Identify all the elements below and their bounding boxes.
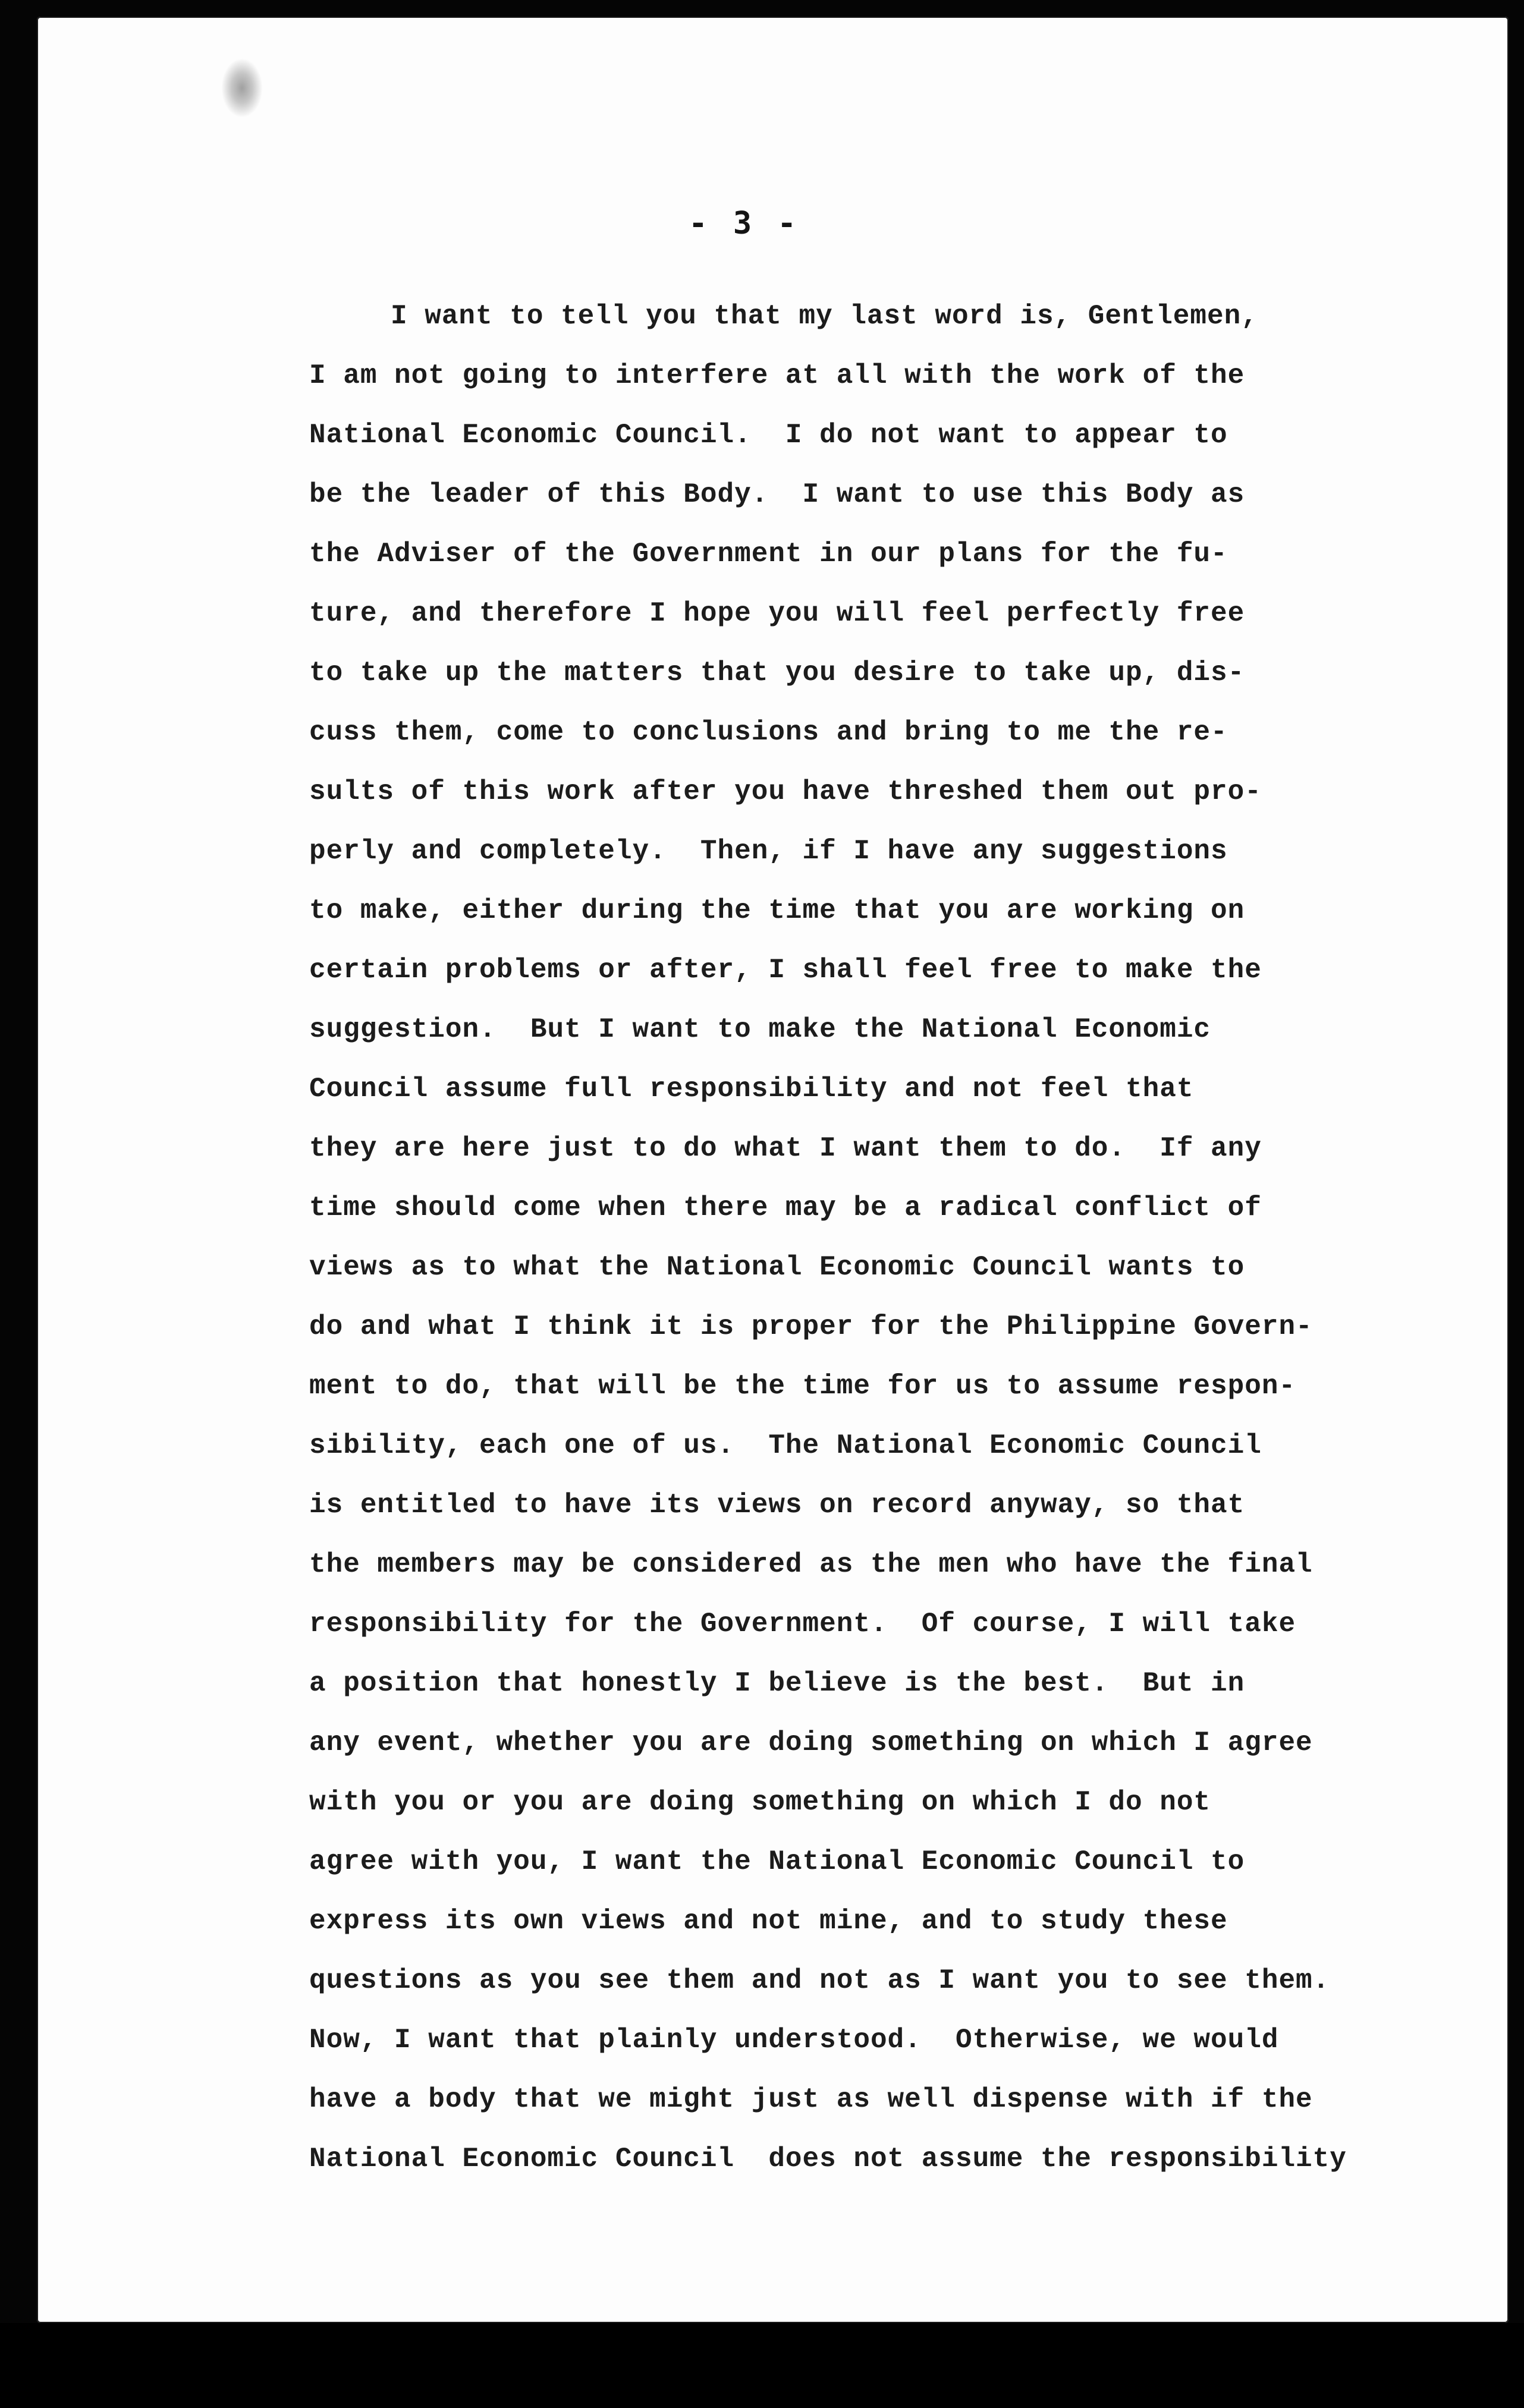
text-line: do and what I think it is proper for the Philippine Govern- <box>309 1311 1313 1342</box>
text-line: agree with you, I want the National Economic Council to <box>309 1846 1245 1877</box>
text-line: any event, whether you are doing something on which I agree <box>309 1727 1313 1758</box>
text-line: responsibility for the Government. Of course, I will take <box>309 1609 1296 1639</box>
text-line: they are here just to do what I want them to do. If any <box>309 1133 1262 1164</box>
text-line: a position that honestly I believe is the best. But in <box>309 1668 1245 1699</box>
text-line: ture, and therefore I hope you will feel perfectly free <box>309 598 1245 629</box>
text-line: have a body that we might just as well dispense with if the <box>309 2084 1313 2115</box>
text-line: sults of this work after you have threshed them out pro- <box>309 776 1262 807</box>
text-line: Now, I want that plainly understood. Otherwise, we would <box>309 2025 1279 2056</box>
page-number-text: - 3 - <box>689 206 800 241</box>
text-line: the Adviser of the Government in our plans for the fu- <box>309 539 1228 569</box>
text-line: views as to what the National Economic Council wants to <box>309 1252 1245 1283</box>
text-line: Council assume full responsibility and not feel that <box>309 1074 1194 1104</box>
document-page <box>37 17 1509 2323</box>
text-line: suggestion. But I want to make the National Economic <box>309 1014 1211 1045</box>
text-line: certain problems or after, I shall feel free to make the <box>309 955 1262 986</box>
text-line: the members may be considered as the men who have the final <box>309 1549 1313 1580</box>
text-line: to take up the matters that you desire to take up, dis- <box>309 657 1245 688</box>
text-line: express its own views and not mine, and to study these <box>309 1906 1228 1937</box>
text-line: time should come when there may be a radical conflict of <box>309 1192 1262 1223</box>
text-line: I am not going to interfere at all with the work of the <box>309 360 1245 391</box>
body-text <box>37 17 1509 2323</box>
scan-border <box>0 2323 1524 2408</box>
text-line: be the leader of this Body. I want to use this Body as <box>309 479 1245 510</box>
text-line: perly and completely. Then, if I have any suggestions <box>309 836 1228 867</box>
text-line: ment to do, that will be the time for us to assume respon- <box>309 1371 1296 1402</box>
text-line: to make, either during the time that you are working on <box>309 895 1245 926</box>
text-line: I want to tell you that my last word is, Gentlemen, <box>391 301 1258 332</box>
text-line: National Economic Council does not assume the responsibility <box>309 2143 1347 2174</box>
text-line: National Economic Council. I do not want to appear to <box>309 420 1228 451</box>
text-line: questions as you see them and not as I want you to see them. <box>309 1965 1330 1996</box>
text-line: is entitled to have its views on record anyway, so that <box>309 1490 1245 1521</box>
text-line: with you or you are doing something on which I do not <box>309 1787 1211 1818</box>
text-line: cuss them, come to conclusions and bring to me the re- <box>309 717 1228 748</box>
text-line: sibility, each one of us. The National Economic Council <box>309 1430 1262 1461</box>
